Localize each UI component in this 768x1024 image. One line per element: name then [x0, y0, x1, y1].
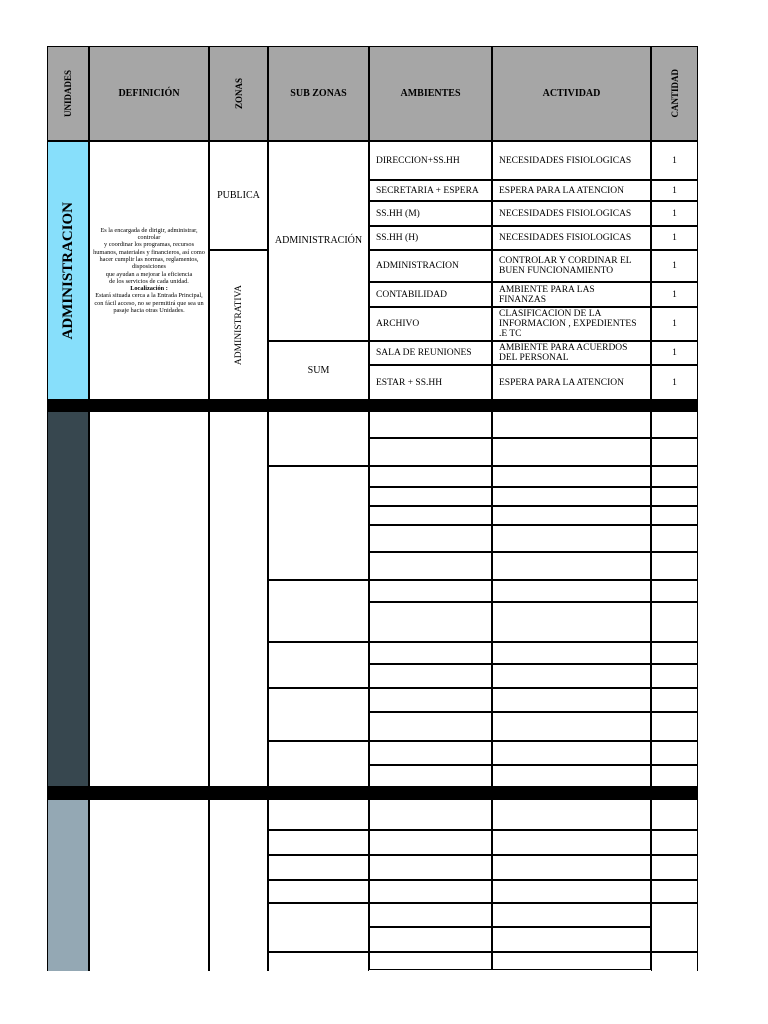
ambiente-cell: CONTABILIDAD [369, 282, 492, 307]
location-line: pasaje hacia otras Unidades. [113, 306, 185, 314]
location-line: con fácil acceso, no se permitirá que sea un [94, 299, 204, 307]
subzone-cell-empty [268, 855, 369, 880]
subzone-cell-empty [268, 642, 369, 688]
header-zonas [209, 46, 268, 141]
cantidad-cell-empty [651, 411, 698, 438]
actividad-cell-empty [492, 952, 651, 970]
cantidad-cell-empty [651, 438, 698, 466]
cantidad-cell-empty [651, 506, 698, 525]
actividad-cell: NECESIDADES FISIOLOGICAS [492, 141, 651, 180]
cantidad-cell: 1 [651, 141, 698, 180]
actividad-cell-empty [492, 552, 651, 580]
cantidad-cell-empty [651, 580, 698, 602]
actividad-cell-empty [492, 765, 651, 787]
actividad-cell: CLASIFICACION DE LA INFORMACION , EXPEDIENTES .E TC [492, 307, 651, 341]
ambiente-cell: ESTAR + SS.HH [369, 365, 492, 400]
cantidad-cell: 1 [651, 307, 698, 341]
actividad-cell: NECESIDADES FISIOLOGICAS [492, 226, 651, 250]
ambiente-cell-empty [369, 765, 492, 787]
location-title: Localización : [130, 285, 168, 293]
actividad-cell-empty [492, 712, 651, 741]
subzone-cell-empty [268, 741, 369, 787]
ambiente-cell-empty [369, 466, 492, 487]
header-unidades [47, 46, 89, 141]
header-ambientes: AMBIENTES [369, 46, 492, 141]
ambiente-cell-empty [369, 927, 492, 952]
ambiente-cell: SECRETARIA + ESPERA [369, 180, 492, 201]
ambiente-cell: DIRECCION+SS.HH [369, 141, 492, 180]
ambiente-cell: SS.HH (H) [369, 226, 492, 250]
actividad-cell-empty [492, 880, 651, 903]
ambiente-cell-empty [369, 799, 492, 830]
ambiente-cell-empty [369, 903, 492, 927]
header-sub-zonas: SUB ZONAS [268, 46, 369, 141]
subzone-administracion: ADMINISTRACIÓN [268, 141, 369, 341]
definition-line: hacer cumplir las normas, reglamentos, [99, 255, 199, 263]
ambiente-cell-empty [369, 525, 492, 552]
ambiente-cell-empty [369, 642, 492, 664]
cantidad-cell-empty [651, 487, 698, 506]
cantidad-cell-empty [651, 880, 698, 903]
ambiente-cell-empty [369, 411, 492, 438]
actividad-cell: NECESIDADES FISIOLOGICAS [492, 201, 651, 226]
cantidad-cell-empty [651, 952, 698, 971]
header-cantidad-label: CANTIDAD [669, 69, 680, 118]
header-cantidad [651, 46, 698, 141]
zone-cell-empty [209, 411, 268, 787]
cantidad-cell-empty [651, 799, 698, 830]
definition-line: humanos, materiales y financieros, así como [93, 248, 205, 256]
unit-cell-3 [47, 799, 89, 971]
actividad-cell-empty [492, 487, 651, 506]
cantidad-cell-empty [651, 765, 698, 787]
cantidad-cell-empty [651, 525, 698, 552]
subzone-sum: SUM [268, 341, 369, 400]
ambiente-cell-empty [369, 506, 492, 525]
zone-publica: PUBLICA [209, 141, 268, 250]
cantidad-cell-empty [651, 830, 698, 855]
cantidad-cell: 1 [651, 341, 698, 365]
actividad-cell: AMBIENTE PARA LAS FINANZAS [492, 282, 651, 307]
ambiente-cell-empty [369, 952, 492, 970]
actividad-cell: ESPERA PARA LA ATENCION [492, 180, 651, 201]
section-separator [47, 787, 698, 799]
actividad-cell-empty [492, 741, 651, 765]
definition-line: y coordinar los programas, recursos [103, 241, 195, 249]
unit-cell-2 [47, 411, 89, 787]
definition-cell-empty [89, 411, 209, 787]
cantidad-cell: 1 [651, 365, 698, 400]
ambiente-cell-empty [369, 855, 492, 880]
definition-cell [89, 141, 209, 400]
zone-cell-empty [209, 799, 268, 971]
actividad-cell-empty [492, 411, 651, 438]
unit-name: ADMINISTRACION [60, 201, 76, 340]
actividad-cell-empty [492, 664, 651, 688]
actividad-cell-empty [492, 903, 651, 927]
subzone-cell-empty [268, 688, 369, 741]
actividad-cell-empty [492, 642, 651, 664]
cantidad-cell-empty [651, 855, 698, 880]
ambiente-cell: SALA DE REUNIONES [369, 341, 492, 365]
definition-line: controlar [137, 234, 161, 242]
cantidad-cell-empty [651, 741, 698, 765]
ambiente-cell-empty [369, 688, 492, 712]
cantidad-cell: 1 [651, 250, 698, 282]
section-separator [47, 400, 698, 411]
cantidad-cell-empty [651, 688, 698, 712]
actividad-cell-empty [492, 830, 651, 855]
definition-line: disposiciones [132, 263, 166, 271]
ambiente-cell: SS.HH (M) [369, 201, 492, 226]
actividad-cell-empty [492, 688, 651, 712]
actividad-cell-empty [492, 602, 651, 642]
subzone-cell-empty [268, 952, 369, 971]
cantidad-cell-empty [651, 466, 698, 487]
cantidad-cell-empty [651, 712, 698, 741]
actividad-cell-empty [492, 466, 651, 487]
actividad-cell-empty [492, 799, 651, 830]
ambiente-cell-empty [369, 580, 492, 602]
actividad-cell-empty [492, 927, 651, 952]
header-unidades-label: UNIDADES [63, 69, 73, 117]
actividad-cell: ESPERA PARA LA ATENCION [492, 365, 651, 400]
cantidad-cell-empty [651, 642, 698, 664]
actividad-cell-empty [492, 855, 651, 880]
actividad-cell-empty [492, 525, 651, 552]
ambiente-cell-empty [369, 880, 492, 903]
ambiente-cell-empty [369, 602, 492, 642]
definition-line: que ayudan a mejorar la eficiencia [105, 270, 193, 278]
cantidad-cell-empty [651, 903, 698, 952]
zone-administrativa-label: ADMINISTRATIVA [233, 284, 244, 366]
header-definicion: DEFINICIÓN [89, 46, 209, 141]
definition-cell-empty [89, 799, 209, 971]
header-actividad: ACTIVIDAD [492, 46, 651, 141]
definition-line: Es la encargada de dirigir, administrar, [100, 226, 198, 234]
cantidad-cell-empty [651, 602, 698, 642]
cantidad-cell-empty [651, 664, 698, 688]
ambiente-cell-empty [369, 438, 492, 466]
subzone-cell-empty [268, 580, 369, 642]
actividad-cell-empty [492, 580, 651, 602]
ambiente-cell: ARCHIVO [369, 307, 492, 341]
ambiente-cell-empty [369, 712, 492, 741]
subzone-cell-empty [268, 466, 369, 580]
subzone-cell-empty [268, 880, 369, 903]
cantidad-cell-empty [651, 552, 698, 580]
ambiente-cell: ADMINISTRACION [369, 250, 492, 282]
ambiente-cell-empty [369, 741, 492, 765]
ambiente-cell-empty [369, 664, 492, 688]
subzone-cell-empty [268, 903, 369, 952]
subzone-cell-empty [268, 830, 369, 855]
cantidad-cell: 1 [651, 226, 698, 250]
actividad-cell-empty [492, 506, 651, 525]
ambiente-cell-empty [369, 552, 492, 580]
actividad-cell-empty [492, 438, 651, 466]
subzone-cell-empty [268, 799, 369, 830]
actividad-cell: CONTROLAR Y CORDINAR EL BUEN FUNCIONAMIENTO [492, 250, 651, 282]
ambiente-cell-empty [369, 830, 492, 855]
location-line: Estará situada cerca a la Entrada Principal, [95, 292, 203, 300]
header-zonas-label: ZONAS [233, 77, 244, 109]
cantidad-cell: 1 [651, 201, 698, 226]
definition-line: de los servicios de cada unidad. [109, 277, 189, 285]
cantidad-cell: 1 [651, 282, 698, 307]
unit-cell-administracion [47, 141, 89, 400]
cantidad-cell: 1 [651, 180, 698, 201]
ambiente-cell-empty [369, 487, 492, 506]
subzone-cell-empty [268, 411, 369, 466]
zone-administrativa [209, 250, 268, 400]
actividad-cell: AMBIENTE PARA ACUERDOS DEL PERSONAL [492, 341, 651, 365]
